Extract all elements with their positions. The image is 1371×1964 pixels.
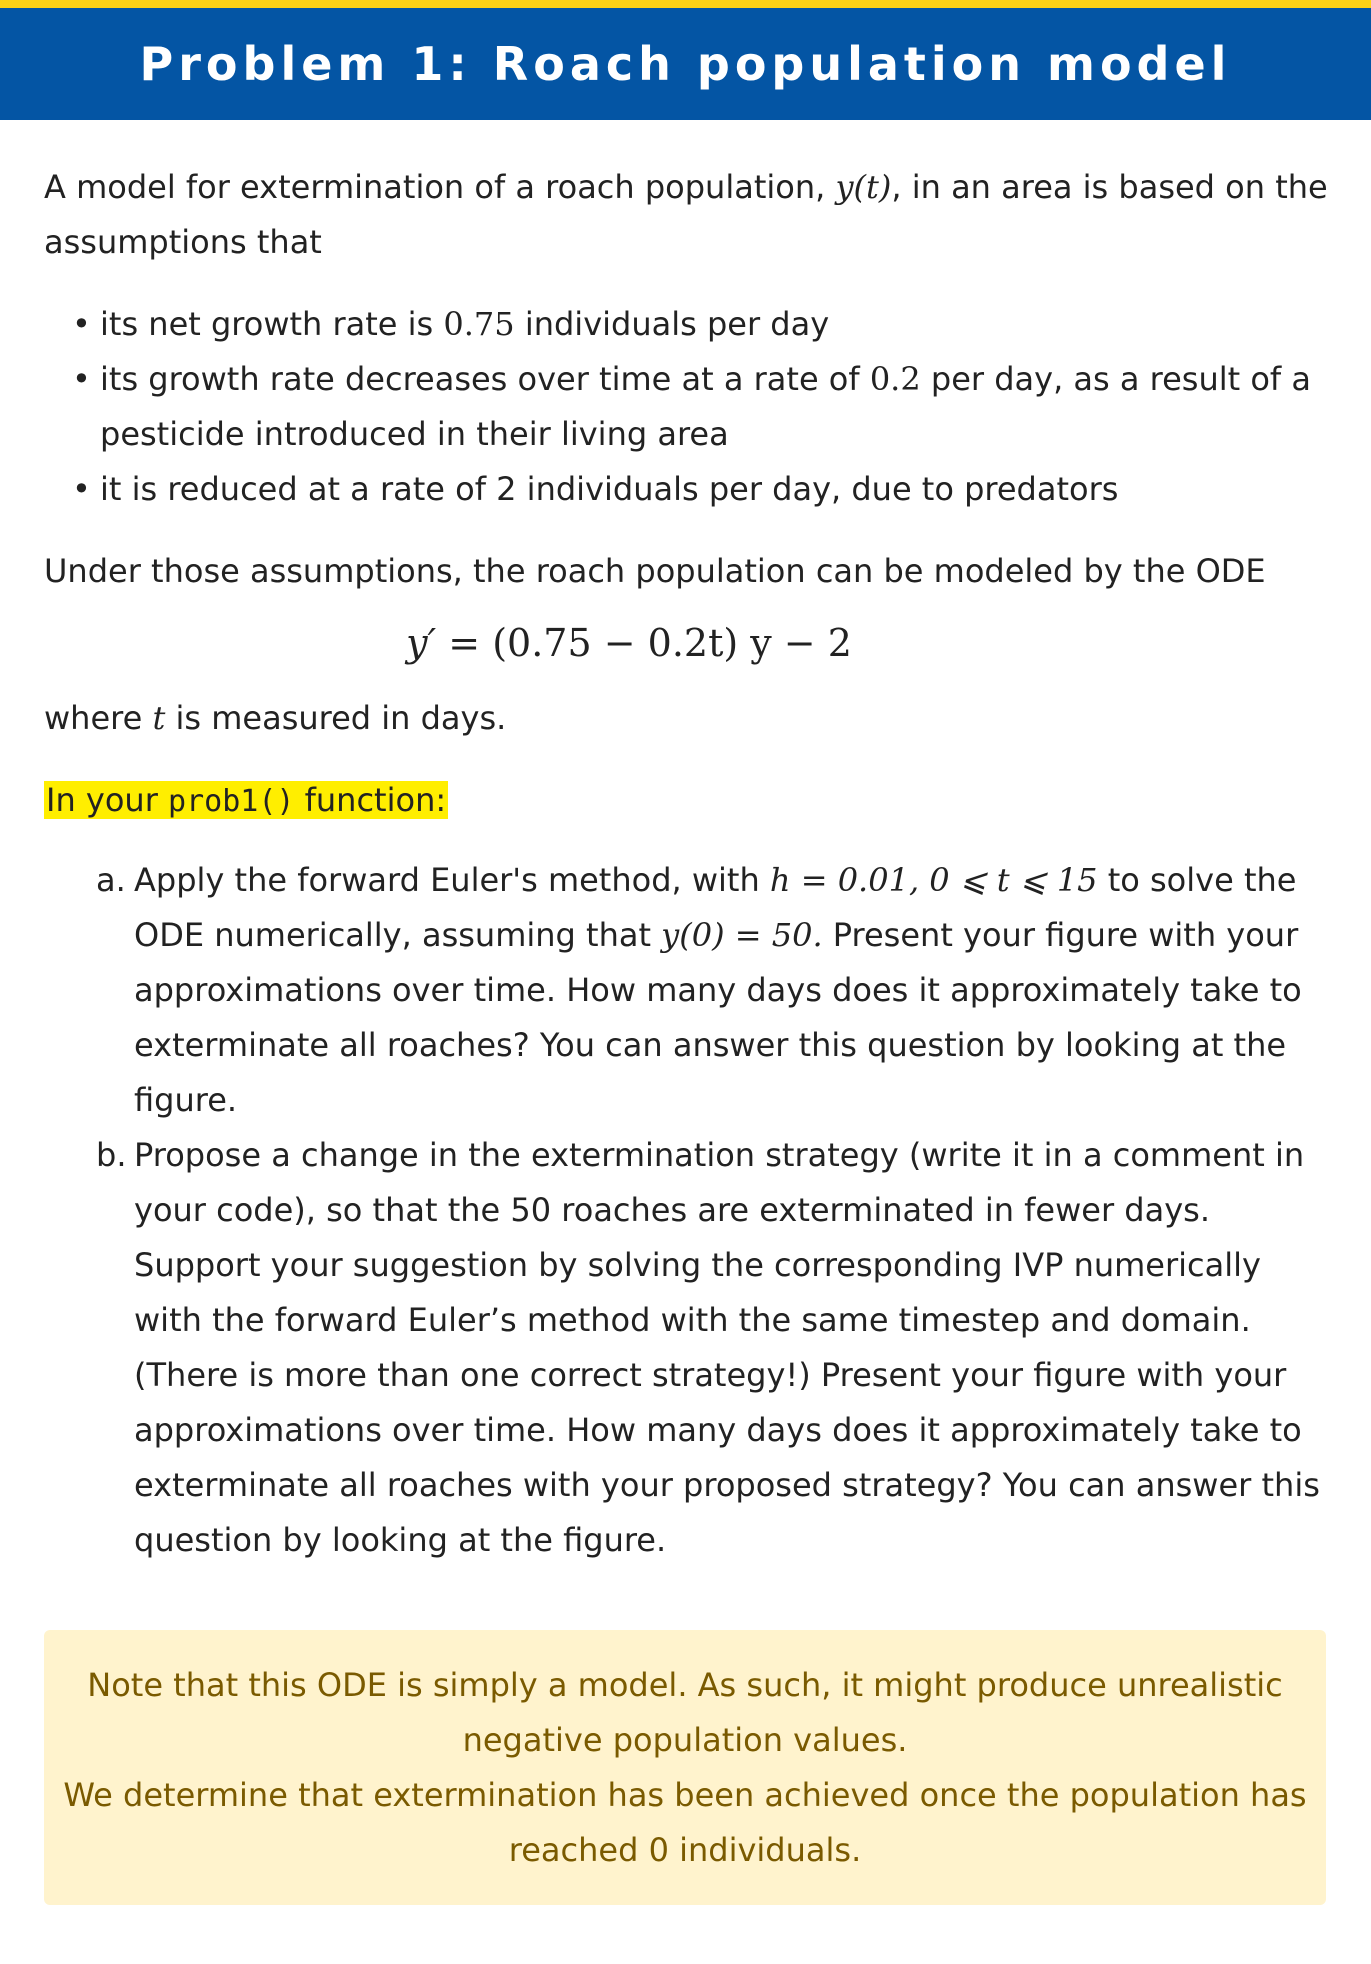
- task-text: Apply the forward Euler's method, with: [134, 861, 770, 899]
- assumption-text: per day, as a result of a pesticide introduced in their living area: [100, 360, 1311, 453]
- equation-rhs: = (0.75 − 0.2t) y − 2: [448, 621, 852, 665]
- function-name-code: prob1(): [168, 784, 295, 819]
- list-item: [100, 352, 1334, 462]
- note-line: We determine that extermination has been achieved once the population has reached 0 individuals.: [63, 1775, 1307, 1869]
- page-title: Problem 1: Roach population model: [139, 37, 1232, 91]
- assumption-value: 0.2: [869, 360, 921, 398]
- assumption-text: individuals per day: [514, 305, 830, 343]
- where-paragraph: [44, 691, 1334, 746]
- list-item: [100, 297, 1334, 352]
- assumption-text: it is reduced at a rate of 2 individuals per day, due to predators: [100, 470, 1119, 508]
- where-var: t: [152, 699, 166, 737]
- header-banner: [0, 8, 1371, 120]
- assumption-text: its net growth rate is: [100, 305, 444, 343]
- task-text: Propose a change in the extermination strategy (write it in a comment in your code), so that the 50 roaches are exterminated in fewer days. Support your suggestion by solving the corresponding IVP numerically with the forward Euler’s method with the same timestep and domain. (There is more than one correct strategy!) Present your figure with your approximations over time. How many days does it approximately take to exterminate all roaches with your proposed strategy? You can answer this question by looking at the figure.: [134, 1136, 1320, 1559]
- top-accent-bar: [0, 0, 1371, 8]
- where-text: is measured in days.: [165, 699, 507, 737]
- intro-math: y(t): [835, 168, 892, 206]
- task-math: h = 0.01, 0 ⩽ t ⩽ 15: [769, 861, 1098, 899]
- assumption-value: 0.75: [443, 305, 515, 343]
- task-math: y(0) = 50.: [661, 916, 823, 954]
- intro-paragraph: [44, 160, 1334, 270]
- intro-before: A model for extermination of a roach population,: [44, 168, 836, 206]
- task-marker: b.: [96, 1136, 127, 1174]
- instruction-text: function:: [294, 781, 447, 819]
- instruction-text: In your: [46, 781, 169, 819]
- instruction-line: [44, 773, 1334, 829]
- ode-intro: Under those assumptions, the roach population can be modeled by the ODE: [44, 552, 1266, 590]
- task-text: Present your figure with your approximations over time. How many days does it approximately take to exterminate all roaches? You can answer this question by looking at the figure.: [134, 916, 1302, 1119]
- task-text: to solve the ODE numerically, assuming that: [134, 861, 1297, 954]
- ode-equation: [44, 607, 1334, 679]
- problem-body: [44, 160, 1334, 1568]
- note-line: Note that this ODE is simply a model. As such, it might produce unrealistic negative population values.: [87, 1665, 1283, 1759]
- assumptions-list: [44, 297, 1334, 517]
- highlighted-instruction: [44, 781, 448, 819]
- list-item: [96, 1128, 1334, 1568]
- where-text: where: [44, 699, 153, 737]
- list-item: [100, 462, 1334, 517]
- list-item: [96, 853, 1334, 1128]
- task-marker: a.: [96, 861, 126, 899]
- assumption-text: its growth rate decreases over time at a rate of: [100, 360, 870, 398]
- intro-after: , in an area is based on the assumptions that: [44, 168, 1328, 261]
- equation-lhs: y′: [406, 621, 437, 665]
- note-box: [44, 1630, 1326, 1905]
- tasks-list: [44, 853, 1334, 1568]
